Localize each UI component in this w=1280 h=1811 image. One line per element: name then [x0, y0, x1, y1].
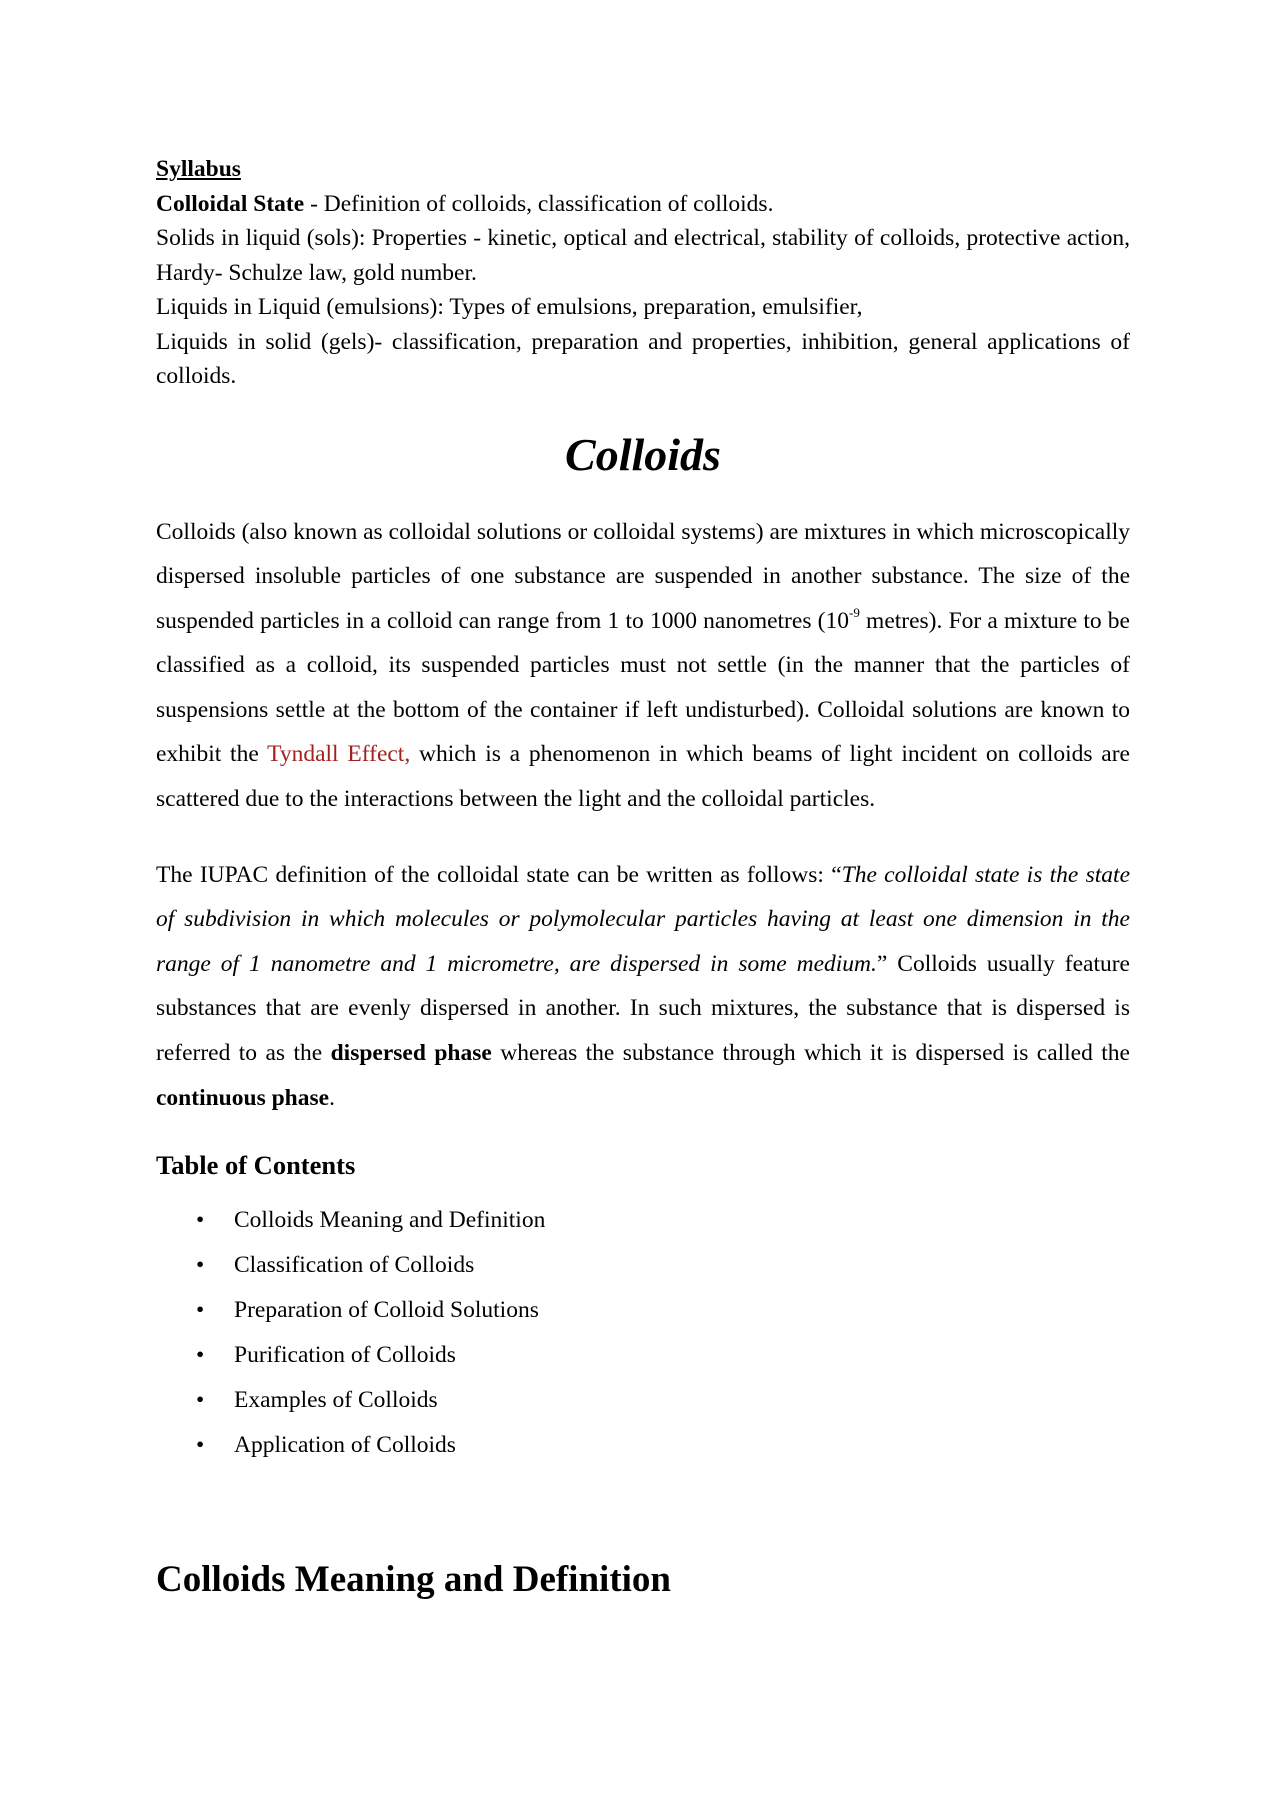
- bullet-icon: •: [196, 1431, 205, 1458]
- iupac-text-1: The IUPAC definition of the colloidal state can be written as follows: “: [156, 861, 842, 888]
- toc-item[interactable]: [196, 1198, 1130, 1243]
- intro-exponent: -9: [849, 604, 860, 620]
- bullet-icon: •: [196, 1252, 205, 1279]
- toc-item[interactable]: [196, 1378, 1130, 1423]
- document-title: Colloids: [565, 428, 721, 480]
- continuous-phase-term: continuous phase: [156, 1084, 330, 1111]
- iupac-text-4: .: [329, 1084, 335, 1111]
- toc-item-label: Colloids Meaning and Definition: [234, 1207, 546, 1234]
- toc-item[interactable]: [196, 1333, 1130, 1378]
- toc-item-label: Application of Colloids: [234, 1431, 456, 1458]
- toc-item-label: Examples of Colloids: [234, 1386, 438, 1413]
- bullet-icon: •: [196, 1297, 205, 1324]
- toc-heading: Table of Contents: [156, 1150, 356, 1181]
- syllabus-term: Colloidal State: [156, 190, 305, 217]
- bullet-icon: •: [196, 1386, 205, 1413]
- toc-item-label: Preparation of Colloid Solutions: [234, 1297, 539, 1324]
- toc-item-label: Classification of Colloids: [234, 1252, 475, 1279]
- toc-item[interactable]: [196, 1423, 1130, 1468]
- syllabus-line-1-text: - Definition of colloids, classification of colloids.: [304, 190, 774, 217]
- syllabus-line-1: [156, 187, 1130, 222]
- dispersed-phase-term: dispersed phase: [330, 1040, 492, 1067]
- toc-item[interactable]: [196, 1288, 1130, 1333]
- tyndall-effect-link[interactable]: Tyndall Effect,: [267, 741, 411, 768]
- syllabus-heading: Syllabus: [156, 156, 241, 182]
- document-page: [156, 152, 1130, 1602]
- syllabus-line-4: Liquids in solid (gels)- classification, preparation and properties, inhibition, general applications of colloids.: [156, 328, 1130, 389]
- intro-paragraph: [156, 510, 1130, 822]
- iupac-quote: The colloidal state is the state of subdivision in which molecules or polymolecular particles having at least one dimension in the range of 1 nanometre and 1 micrometre, are dispersed in some medium.: [156, 861, 1131, 977]
- syllabus-line-3: Liquids in Liquid (emulsions): Types of emulsions, preparation, emulsifier,: [156, 294, 863, 320]
- toc-item-label: Purification of Colloids: [234, 1341, 456, 1368]
- intro-text-3: which is a phenomenon in which beams of light incident on colloids are scattered due to the interactions between the light and the colloidal particles.: [156, 741, 1130, 813]
- section-heading: Colloids Meaning and Definition: [156, 1558, 672, 1600]
- iupac-text-2: ” Colloids usually feature substances that are evenly dispersed in another. In such mixtures, the substance that is dispersed is referred to as the: [156, 950, 1130, 1067]
- bullet-icon: •: [196, 1341, 205, 1368]
- intro-text-1: Colloids (also known as colloidal solutions or colloidal systems) are mixtures in which microscopically dispersed insoluble particles of one substance are suspended in another substance. The size of the suspended particles in a colloid can range from 1 to 1000 nanometres (10: [156, 518, 1130, 634]
- bullet-icon: •: [196, 1207, 205, 1234]
- iupac-text-3: whereas the substance through which it is dispersed is called the: [491, 1040, 1130, 1067]
- toc-list: [156, 1198, 1130, 1467]
- intro-text-2: metres). For a mixture to be classified as a colloid, its suspended particles must not settle (in the manner that the particles of suspensions settle at the bottom of the container if left undisturbed). Colloidal solutions are known to exhibit the: [156, 607, 1130, 768]
- iupac-paragraph: [156, 853, 1130, 1121]
- syllabus-block: [156, 152, 1130, 394]
- syllabus-line-2: Solids in liquid (sols): Properties - kinetic, optical and electrical, stability of colloids, protective action, Hardy- Schulze law, gold number.: [156, 225, 1130, 286]
- toc-item[interactable]: [196, 1243, 1130, 1288]
